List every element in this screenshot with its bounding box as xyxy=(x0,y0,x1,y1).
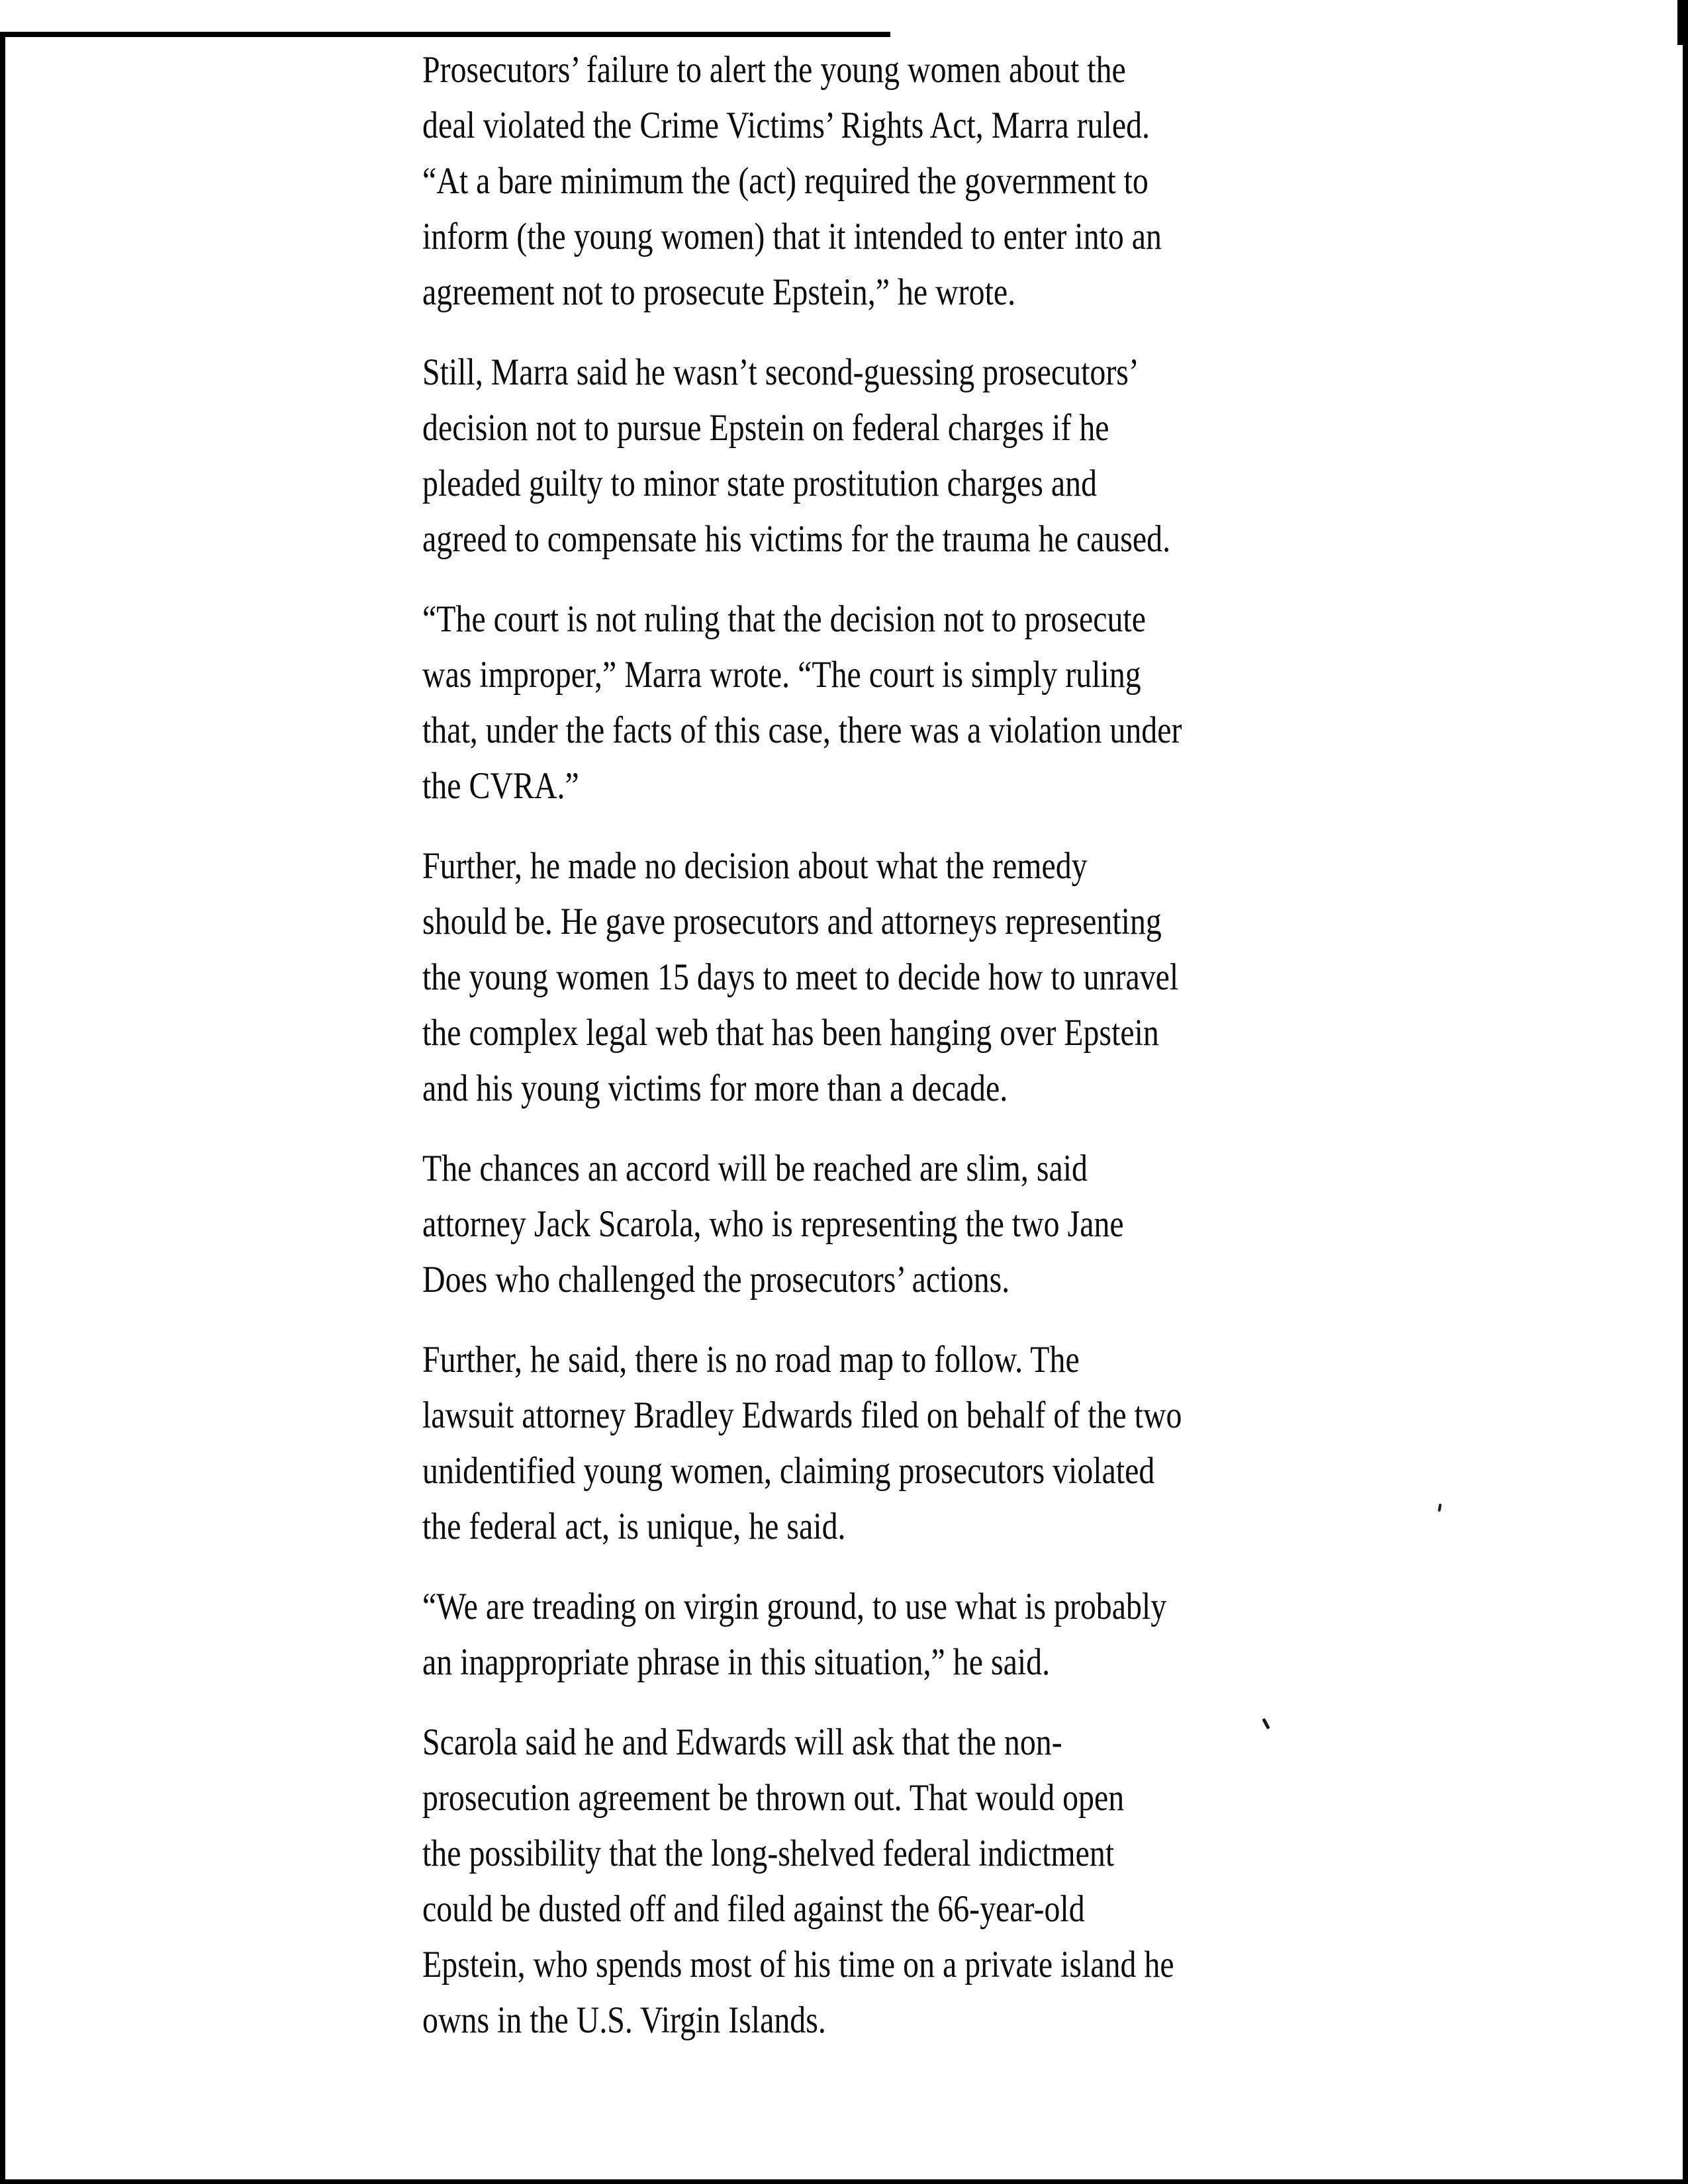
scan-edge-right-line xyxy=(1683,0,1688,2184)
scan-speck-dot xyxy=(1438,1504,1442,1512)
text-line: could be dusted off and filed against the 66-year-old xyxy=(422,1888,1085,1930)
text-line: the young women 15 days to meet to decide how to unravel xyxy=(422,956,1179,998)
text-line: deal violated the Crime Victims’ Rights Act, Marra ruled. xyxy=(422,105,1150,146)
paragraph xyxy=(422,345,1309,567)
paragraph xyxy=(422,1715,1309,2048)
text-line: and his young victims for more than a decade. xyxy=(422,1068,1008,1109)
paragraph xyxy=(422,839,1309,1116)
paragraph xyxy=(422,1332,1309,1555)
text-line: unidentified young women, claiming prosecutors violated xyxy=(422,1450,1155,1492)
paragraph xyxy=(422,1141,1309,1308)
text-line: should be. He gave prosecutors and attorneys representing xyxy=(422,901,1162,942)
text-line: the CVRA.” xyxy=(422,765,579,807)
text-line: the federal act, is unique, he said. xyxy=(422,1506,846,1547)
text-line: Further, he made no decision about what the remedy xyxy=(422,845,1088,887)
text-line: decision not to pursue Epstein on federal charges if he xyxy=(422,407,1109,449)
text-line: lawsuit attorney Bradley Edwards filed on behalf of the two xyxy=(422,1394,1182,1436)
text-line: the complex legal web that has been hanging over Epstein xyxy=(422,1012,1159,1054)
scan-edge-left-line xyxy=(0,32,5,2184)
text-line: “The court is not ruling that the decision not to prosecute xyxy=(422,598,1146,640)
text-line: inform (the young women) that it intended to enter into an xyxy=(422,216,1162,257)
paragraph xyxy=(422,592,1309,814)
text-line: owns in the U.S. Virgin Islands. xyxy=(422,1999,826,2041)
text-line: Does who challenged the prosecutors’ actions. xyxy=(422,1259,1010,1300)
text-line: agreement not to prosecute Epstein,” he wrote. xyxy=(422,271,1016,313)
text-line: agreed to compensate his victims for the trauma he caused. xyxy=(422,518,1171,560)
text-line: Epstein, who spends most of his time on a private island he xyxy=(422,1944,1174,1985)
text-line: pleaded guilty to minor state prostitution charges and xyxy=(422,463,1098,504)
text-line: prosecution agreement be thrown out. That would open xyxy=(422,1777,1125,1819)
scan-edge-top-right-tick xyxy=(1677,0,1688,45)
paragraph xyxy=(422,1579,1309,1690)
paragraph xyxy=(422,42,1309,320)
text-line: the possibility that the long-shelved federal indictment xyxy=(422,1833,1115,1874)
text-line: attorney Jack Scarola, who is representing the two Jane xyxy=(422,1203,1124,1245)
scan-edge-top-line xyxy=(0,32,890,37)
text-line: was improper,” Marra wrote. “The court is simply ruling xyxy=(422,654,1141,696)
article-text-column xyxy=(422,42,1309,2073)
text-line: Prosecutors’ failure to alert the young women about the xyxy=(422,49,1126,91)
text-line: “We are treading on virgin ground, to use what is probably xyxy=(422,1586,1167,1627)
text-line: that, under the facts of this case, there was a violation under xyxy=(422,709,1182,751)
text-line: “At a bare minimum the (act) required the government to xyxy=(422,160,1149,202)
text-line: Still, Marra said he wasn’t second-guessing prosecutors’ xyxy=(422,351,1139,393)
scan-edge-bottom-line xyxy=(0,2179,1688,2184)
text-line: Scarola said he and Edwards will ask that the non- xyxy=(422,1721,1062,1763)
text-line: The chances an accord will be reached are slim, said xyxy=(422,1148,1088,1189)
text-line: an inappropriate phrase in this situation,” he said. xyxy=(422,1641,1051,1683)
text-line: Further, he said, there is no road map to follow. The xyxy=(422,1339,1080,1381)
